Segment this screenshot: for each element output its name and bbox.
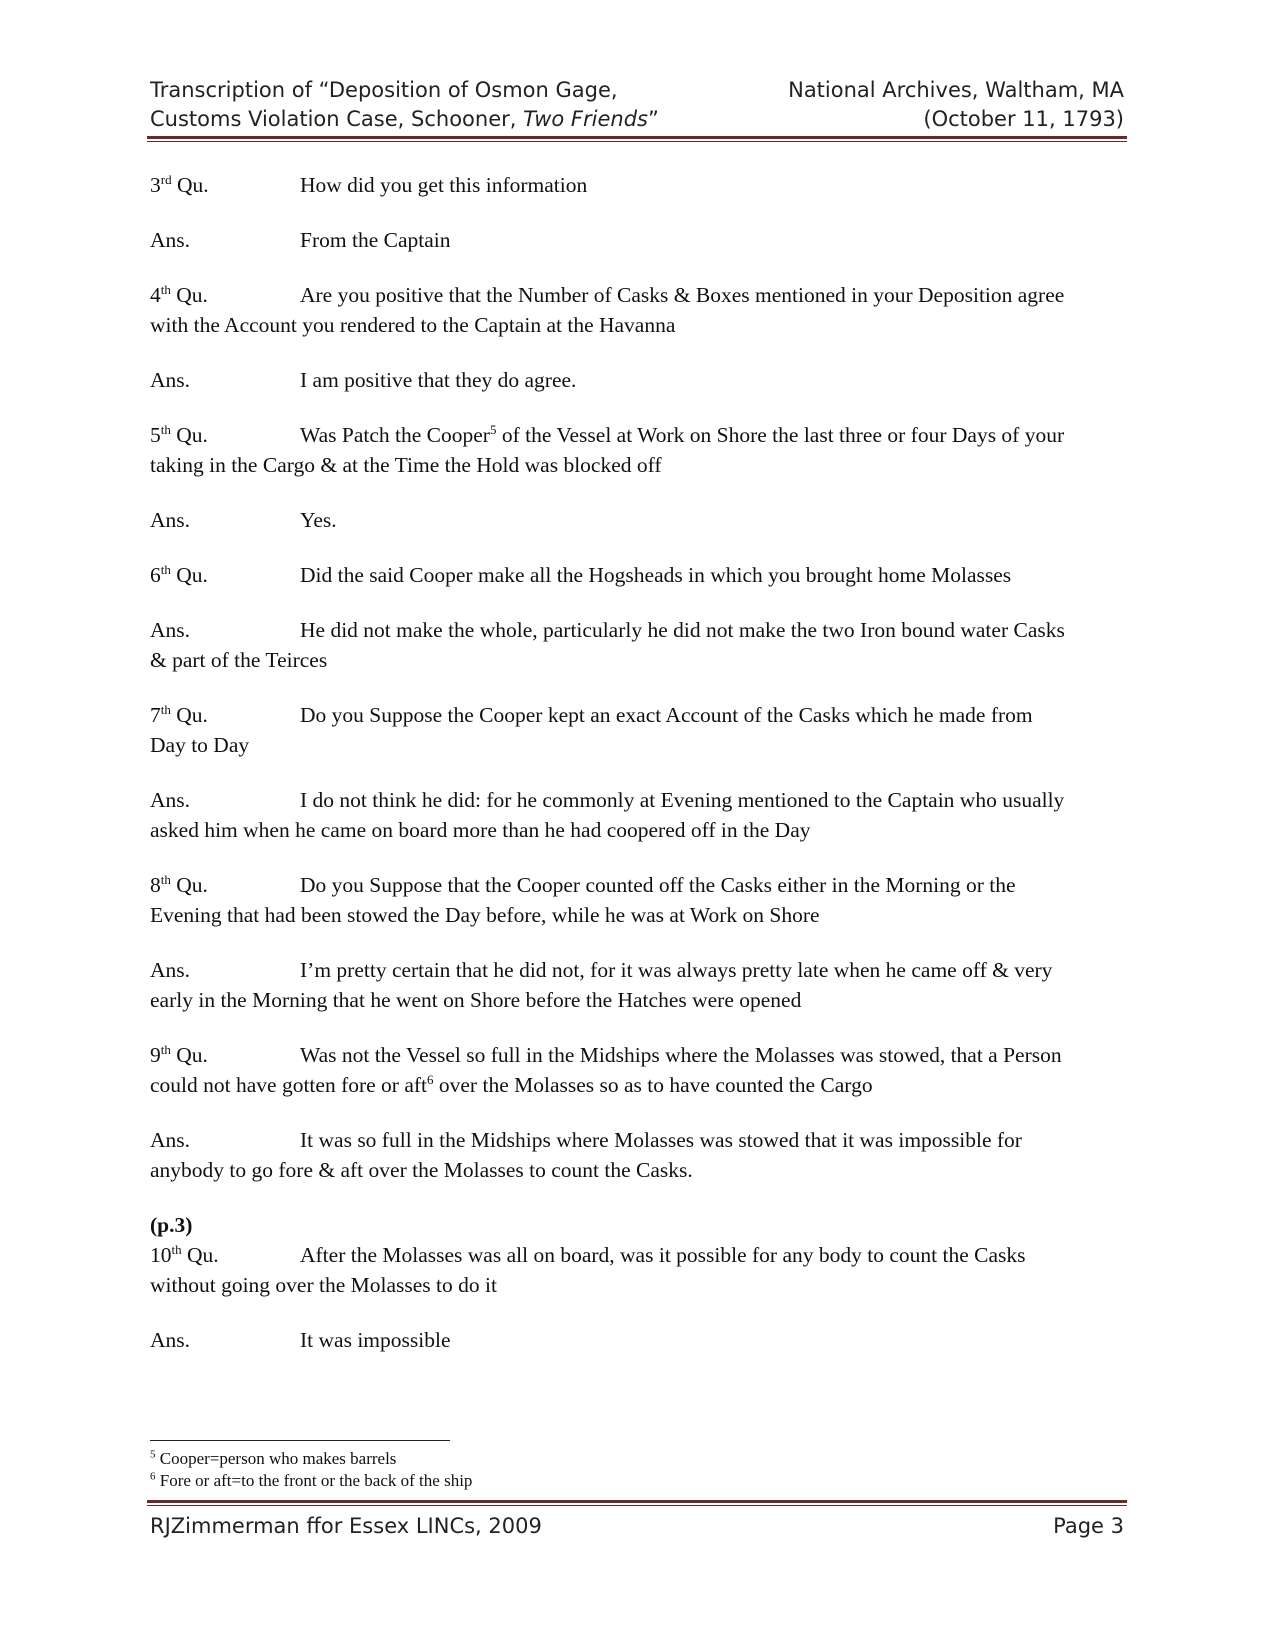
- answer-5: Ans. Yes.: [150, 508, 337, 532]
- footnote-ref-6[interactable]: 6: [427, 1071, 434, 1087]
- answer-4: Ans. I am positive that they do agree.: [150, 368, 577, 392]
- answer-text: From the Captain: [300, 228, 451, 252]
- header-title-prefix: Customs Violation Case, Schooner,: [150, 107, 524, 131]
- header-title-line1: Transcription of “Deposition of Osmon Gage,: [150, 78, 618, 102]
- answer-10: Ans. It was impossible: [150, 1328, 451, 1352]
- answer-7: Ans. I do not think he did: for he commonly at Evening mentioned to the Captain who usually asked him when he came on board more than he had coopered off in the Day: [150, 788, 1065, 842]
- answer-text: He did not make the whole, particularly he did not make the two Iron bound water Casks: [300, 618, 1065, 642]
- question-6: 6th Qu. Did the said Cooper make all the Hogsheads in which you brought home Molasses: [150, 561, 1012, 587]
- answer-text: It was impossible: [300, 1328, 451, 1352]
- answer-text-cont: anybody to go fore & aft over the Molasses to count the Casks.: [150, 1158, 693, 1182]
- answer-text: I am positive that they do agree.: [300, 368, 577, 392]
- answer-8: Ans. I’m pretty certain that he did not, for it was always pretty late when he came off & very early in the Morning that he went on Shore before the Hatches were opened: [150, 958, 1053, 1012]
- header-right: [788, 76, 1124, 134]
- page-number: Page 3: [1053, 1514, 1124, 1538]
- question-3: 3rd Qu. How did you get this information: [150, 171, 588, 197]
- footnote-5: $^5$ Cooper=person who makes barrels: [150, 1448, 397, 1468]
- header-left: [150, 76, 659, 134]
- question-4: 4th Qu. Are you positive that the Number of Casks & Boxes mentioned in your Deposition agree with the Account you rendered to the Captain at the Havanna: [150, 281, 1065, 337]
- footnote-6: $^6$ Fore or aft=to the front or the back of the ship: [150, 1470, 473, 1490]
- question-text: How did you get this information: [300, 173, 588, 197]
- answer-text: I’m pretty certain that he did not, for it was always pretty late when he came off & very: [300, 958, 1053, 982]
- header-archive: National Archives, Waltham, MA: [788, 78, 1124, 102]
- deposition-body: [150, 170, 1124, 1380]
- footnote-ref-5[interactable]: 5: [489, 421, 497, 437]
- header-title-suffix: ”: [647, 107, 659, 131]
- question-8: 8th Qu. Do you Suppose that the Cooper counted off the Casks either in the Morning or the Evening that had been stowed the Day before, while he was at Work on Shore: [150, 871, 1016, 927]
- header-rule-thin: [147, 141, 1127, 142]
- question-text: After the Molasses was all on board, was it possible for any body to count the Casks: [300, 1243, 1026, 1267]
- question-text: Was not the Vessel so full in the Midships where the Molasses was stowed, that a Person: [300, 1043, 1062, 1067]
- question-text: Did the said Cooper make all the Hogsheads in which you brought home Molasses: [300, 563, 1012, 587]
- question-5: 5th Qu. Was Patch the Cooper$^5$ of the Vessel at Work on Shore the last three or four Days of your taking in the Cargo & at the Time the Hold was blocked off: [150, 421, 1065, 477]
- answer-9: Ans. It was so full in the Midships where Molasses was stowed that it was impossible for anybody to go fore & aft over the Molasses to count the Casks.: [150, 1128, 1022, 1182]
- question-text: Are you positive that the Number of Casks & Boxes mentioned in your Deposition agree: [300, 283, 1065, 307]
- answer-6: Ans. He did not make the whole, particularly he did not make the two Iron bound water Casks & part of the Teirces: [150, 618, 1065, 672]
- question-text-cont: without going over the Molasses to do it: [150, 1273, 497, 1297]
- footer-credit: RJZimmerman ffor Essex LINCs, 2009: [150, 1514, 542, 1538]
- header-ship-name: Two Friends: [523, 107, 648, 131]
- question-text: Do you Suppose that the Cooper counted off the Casks either in the Morning or the: [300, 873, 1016, 897]
- question-9: 9th Qu. Was not the Vessel so full in the Midships where the Molasses was stowed, that a Person could not have gotten fore or aft$^6$ over the Molasses so as to have counted the Cargo: [150, 1041, 1062, 1097]
- question-10: 10th Qu. After the Molasses was all on board, was it possible for any body to count the Casks without going over the Molasses to do it: [150, 1241, 1026, 1297]
- question-text-cont: Day to Day: [150, 733, 250, 757]
- question-text: Do you Suppose the Cooper kept an exact Account of the Casks which he made from: [300, 703, 1033, 727]
- page-marker: (p.3): [150, 1213, 193, 1237]
- question-text-cont: with the Account you rendered to the Captain at the Havanna: [150, 313, 676, 337]
- footnotes: [150, 1448, 472, 1492]
- answer-text: I do not think he did: for he commonly at Evening mentioned to the Captain who usually: [300, 788, 1065, 812]
- footer-rule-thin: [147, 1505, 1127, 1506]
- footnote-separator: [150, 1440, 450, 1441]
- answer-text: Yes.: [300, 508, 337, 532]
- question-text-cont: taking in the Cargo & at the Time the Hold was blocked off: [150, 453, 662, 477]
- question-text-cont: Evening that had been stowed the Day before, while he was at Work on Shore: [150, 903, 820, 927]
- header-rule-thick: [147, 136, 1127, 139]
- header-title-line2: [150, 105, 659, 134]
- answer-text-cont: & part of the Teirces: [150, 648, 328, 672]
- answer-3: Ans. From the Captain: [150, 228, 451, 252]
- answer-text-cont: early in the Morning that he went on Shore before the Hatches were opened: [150, 988, 802, 1012]
- answer-text: It was so full in the Midships where Molasses was stowed that it was impossible for: [300, 1128, 1022, 1152]
- answer-text-cont: asked him when he came on board more than he had coopered off in the Day: [150, 818, 811, 842]
- footer-rule-thick: [147, 1500, 1127, 1503]
- question-7: 7th Qu. Do you Suppose the Cooper kept an exact Account of the Casks which he made from Day to Day: [150, 701, 1033, 757]
- header-date: (October 11, 1793): [923, 107, 1124, 131]
